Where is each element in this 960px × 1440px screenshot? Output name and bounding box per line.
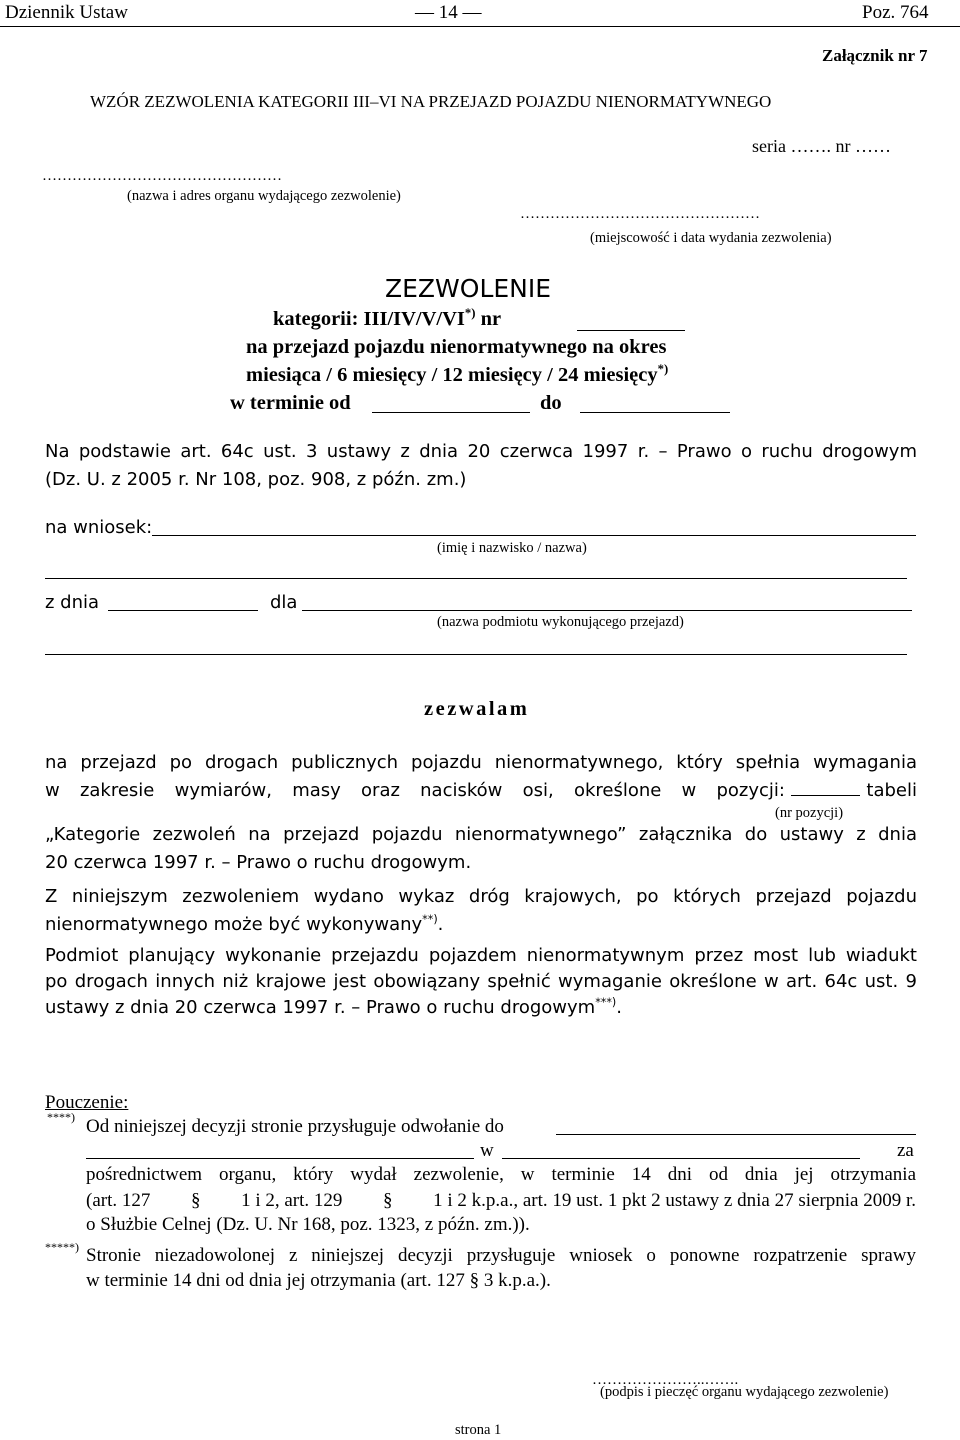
place-date-dots: ………………………………………… — [520, 206, 760, 222]
category-nr: nr — [480, 308, 502, 330]
place-date-caption: (miejscowość i data wydania zezwolenia) — [590, 230, 832, 246]
signature-dots: …………………..……. — [592, 1372, 739, 1388]
term-from-label: w terminie od — [230, 392, 351, 414]
applicant-name-field[interactable] — [152, 535, 916, 536]
issuer-dots: ………………………………………… — [42, 168, 282, 184]
decision-p3-text: ustawy z dnia 20 czerwca 1997 r. – Prawo o ruchu drogowym — [45, 997, 596, 1018]
form-title: WZÓR ZEZWOLENIA KATEGORII III–VI NA PRZEJAZD POJAZDU NIENORMATYWNEGO — [90, 92, 772, 111]
position-number: Poz. 764 — [862, 2, 929, 23]
term-to-field[interactable] — [580, 412, 730, 413]
footnote-mark-5: *****) — [45, 1240, 79, 1254]
table-word: tabeli — [866, 780, 917, 801]
appeal-za: za — [897, 1140, 914, 1161]
category-text: kategorii: III/IV/V/VI — [273, 308, 465, 330]
duration-text: miesiąca / 6 miesięcy / 12 miesięcy / 24 miesięcy — [246, 364, 658, 386]
permit-title: ZEZWOLENIE — [385, 274, 552, 303]
decision-p1-line2-text: w zakresie wymiarów, masy oraz nacisków osi, określone w pozycji: — [45, 780, 785, 801]
applicant-extra-field[interactable] — [45, 578, 907, 579]
legal-basis-line2: (Dz. U. z 2005 r. Nr 108, poz. 908, z późn. zm.) — [45, 469, 467, 490]
term-from-field[interactable] — [372, 412, 530, 413]
term-to-label: do — [540, 392, 562, 414]
instruction-heading: Pouczenie: — [45, 1092, 129, 1113]
footnote-mark-4: ****) — [47, 1110, 75, 1124]
decision-p1-line4: 20 czerwca 1997 r. – Prawo o ruchu drogowym. — [45, 852, 472, 873]
entity-name-field[interactable] — [302, 610, 912, 611]
decision-p2-line2: nienormatywnego może być wykonywany**). — [45, 913, 444, 935]
decision-p1-line2 — [45, 780, 917, 801]
appeal-body-field[interactable] — [556, 1134, 916, 1135]
reconsideration-line1: Stronie niezadowolonej z niniejszej decyzji przysługuje wniosek o ponowne rozpatrzenie sprawy — [86, 1245, 916, 1266]
appeal-line4 — [86, 1190, 916, 1212]
appeal-body-field-2[interactable] — [86, 1158, 474, 1159]
decision-p2-text: nienormatywnego może być wykonywany — [45, 914, 423, 935]
appeal-place-field[interactable] — [502, 1158, 860, 1159]
position-caption: (nr pozycji) — [775, 805, 844, 821]
applicant-caption: (imię i nazwisko / nazwa) — [437, 540, 587, 556]
application-label: na wniosek: — [45, 517, 153, 538]
for-label: dla — [270, 592, 298, 613]
decision-p3-line1: Podmiot planujący wykonanie przejazdu pojazdem nienormatywnym przez most lub wiadukt — [45, 945, 917, 966]
decision-p3-line2: po drogach innych niż krajowe jest obowiązany spełnić wymaganie określone w art. 64c ust. 9 — [45, 971, 917, 992]
page-footer: strona 1 — [455, 1422, 502, 1438]
permit-number-field[interactable] — [577, 330, 685, 331]
p2-footnote-mark: **) — [422, 913, 438, 926]
appeal-w: w — [480, 1140, 494, 1161]
reconsideration-line2: w terminie 14 dni od dnia jej otrzymania (art. 127 § 3 k.p.a.). — [86, 1270, 551, 1291]
category-footnote-mark: *) — [464, 306, 476, 321]
journal-name: Dziennik Ustaw — [5, 2, 128, 23]
entity-extra-field[interactable] — [45, 654, 907, 655]
signature-caption: (podpis i pieczęć organu wydającego zezwolenie) — [600, 1384, 889, 1400]
position-number-field[interactable] — [791, 795, 860, 796]
p3-footnote-mark: ***) — [595, 996, 617, 1009]
decision-p1-line3: „Kategorie zezwoleń na przejazd pojazdu nienormatywnego” załącznika do ustawy z dnia — [45, 824, 917, 845]
page-number: — 14 — — [415, 2, 482, 23]
appeal-art127: (art. 127 — [86, 1190, 151, 1211]
duration-footnote-mark: *) — [657, 362, 669, 377]
period-line: na przejazd pojazdu nienormatywnego na okres — [246, 336, 667, 358]
issuer-caption: (nazwa i adres organu wydającego zezwolenie) — [127, 188, 401, 204]
decision-p2-line1: Z niniejszym zezwoleniem wydano wykaz dróg krajowych, po których przejazd pojazdu — [45, 886, 917, 907]
application-date-field[interactable] — [108, 610, 258, 611]
appeal-art19: 1 i 2 k.p.a., art. 19 ust. 1 pkt 2 ustawy z dnia 27 sierpnia 2009 r. — [433, 1190, 916, 1211]
category-line — [273, 308, 501, 331]
section-sign-icon: § — [190, 1190, 201, 1211]
appeal-art129: 1 i 2, art. 129 — [241, 1190, 343, 1211]
appeal-line3: pośrednictwem organu, który wydał zezwolenie, w terminie 14 dni od dnia jej otrzymania — [86, 1164, 916, 1185]
duration-options — [246, 364, 668, 387]
decision-p1-line1: na przejazd po drogach publicznych pojazdu nienormatywnego, który spełnia wymagania — [45, 752, 917, 773]
appeal-line5: o Służbie Celnej (Dz. U. Nr 168, poz. 1323, z późn. zm.)). — [86, 1214, 530, 1235]
decision-heading: zezwalam — [424, 698, 530, 720]
appeal-line1: Od niniejszej decyzji stronie przysługuje odwołanie do — [86, 1116, 504, 1137]
legal-basis-line1: Na podstawie art. 64c ust. 3 ustawy z dnia 20 czerwca 1997 r. – Prawo o ruchu drogowym — [45, 441, 917, 462]
decision-p3-line3: ustawy z dnia 20 czerwca 1997 r. – Prawo o ruchu drogowym***). — [45, 996, 623, 1018]
entity-caption: (nazwa podmiotu wykonującego przejazd) — [437, 614, 684, 630]
application-date-label: z dnia — [45, 592, 100, 613]
section-sign-icon: § — [383, 1190, 393, 1211]
series-number: seria ……. nr …… — [752, 136, 891, 156]
header-rule — [0, 26, 960, 27]
annex-label: Załącznik nr 7 — [822, 46, 928, 65]
